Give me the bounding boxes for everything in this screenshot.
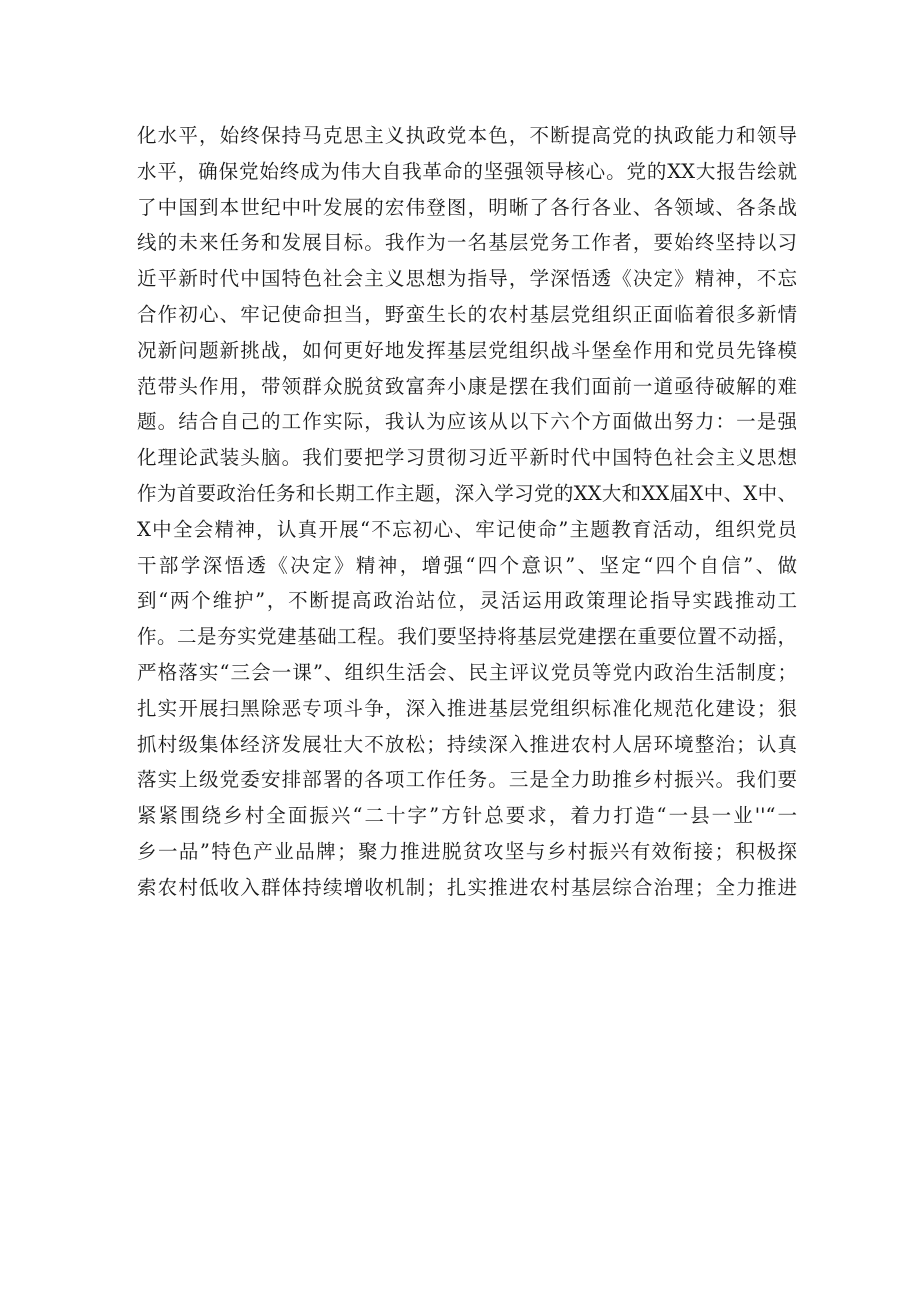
text-line: 合作初心、牢记使命担当，野蛮生长的农村基层党组织正面临着很多新情: [137, 302, 797, 326]
text-line: 了中国到本世纪中叶发展的宏伟登图，明晰了各行各业、各领域、各条战: [137, 195, 797, 219]
text-line: 落实上级党委安排部署的各项工作任务。三是全力助推乡村振兴。我们要: [137, 768, 797, 792]
body-text: [137, 118, 797, 906]
text-line: 线的未来任务和发展目标。我作为一名基层党务工作者，要始终坚持以习: [137, 231, 797, 255]
text-line: 化水平，始终保持马克思主义执政党本色，不断提高党的执政能力和领导: [137, 124, 797, 147]
text-line: 乡一品”特色产业品牌；聚力推进脱贫攻坚与乡村振兴有效衔接；积极探: [137, 839, 797, 863]
text-line: 作为首要政治任务和长期工作主题，深入学习党的XX大和XX届X中、X中、: [137, 481, 797, 505]
text-line: 范带头作用，带领群众脱贫致富奔小康是摆在我们面前一道亟待破解的难: [137, 374, 797, 398]
text-line: 扎实开展扫黑除恶专项斗争，深入推进基层党组织标准化规范化建设；狠: [137, 696, 797, 720]
text-line: 水平，确保党始终成为伟大自我革命的坚强领导核心。党的XX大报告绘就: [137, 159, 797, 183]
text-line: 紧紧围绕乡村全面振兴“二十字”方针总要求，着力打造“一县一业''“一: [137, 804, 797, 828]
text-line: 抓村级集体经济发展壮大不放松；持续深入推进农村人居环境整治；认真: [137, 732, 797, 756]
text-line: 化理论武装头脑。我们要把学习贯彻习近平新时代中国特色社会主义思想: [137, 446, 797, 470]
text-line: X中全会精神，认真开展“不忘初心、牢记使命”主题教育活动，组织党员: [137, 517, 797, 541]
text-line: 到“两个维护”，不断提高政治站位，灵活运用政策理论指导实践推动工: [137, 589, 797, 613]
text-line: 题。结合自己的工作实际，我认为应该从以下六个方面做出努力：一是强: [137, 410, 797, 434]
text-line: 作。二是夯实党建基础工程。我们要坚持将基层党建摆在重要位置不动摇，: [137, 625, 797, 649]
text-line: 索农村低收入群体持续增收机制；扎实推进农村基层综合治理；全力推进: [137, 875, 797, 899]
text-line: 严格落实“三会一课”、组织生活会、民主评议党员等党内政治生活制度；: [137, 660, 797, 684]
text-line: 干部学深悟透《决定》精神，增强“四个意识”、坚定“四个自信”、做: [137, 553, 797, 577]
text-line: 近平新时代中国特色社会主义思想为指导，学深悟透《决定》精神，不忘: [137, 267, 797, 291]
text-line: 况新问题新挑战，如何更好地发挥基层党组织战斗堡垒作用和党员先锋模: [137, 338, 797, 362]
